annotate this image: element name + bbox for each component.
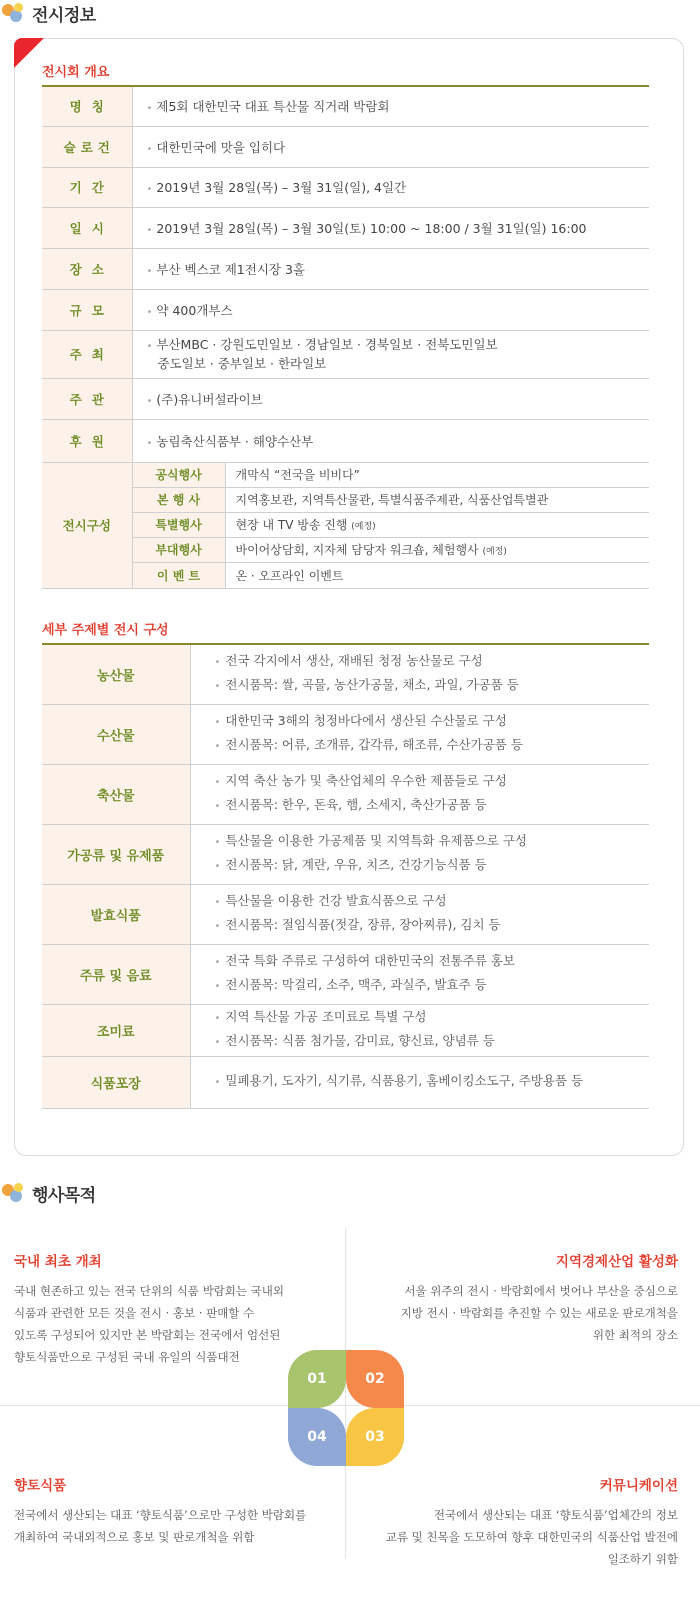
purpose-title: 커뮤니케이션 bbox=[599, 1478, 678, 1494]
purpose-line: 교류 및 친목을 도모하여 향후 대한민국의 식품산업 발전에 bbox=[385, 1530, 678, 1544]
corner-ribbon bbox=[14, 38, 44, 68]
purpose-line: 서울 위주의 전시 · 박람회에서 벗어나 부산을 중심으로 bbox=[404, 1284, 678, 1298]
row-value: • 부산MBC · 강원도민일보 · 경남일보 · 경북일보 · 전북도민일보 bbox=[147, 336, 650, 355]
table-row bbox=[42, 884, 649, 944]
section-header-exhibition-info bbox=[2, 0, 96, 26]
table-row bbox=[42, 1056, 649, 1108]
theme-items: • 전시품목: 한우, 돈육, 햄, 소세지, 축산가공품 등 bbox=[215, 794, 650, 818]
petal-04: 04 bbox=[288, 1408, 346, 1466]
composition-item-label: 공식행사 bbox=[132, 462, 225, 487]
theme-label: 주류 및 음료 bbox=[42, 944, 190, 1004]
theme-desc: • 지역 특산물 가공 조미료로 특별 구성 bbox=[215, 1006, 650, 1030]
row-label: 규모 bbox=[42, 289, 132, 330]
row-value: • 2019년 3월 28일(목) – 3월 30일(토) 10:00 ~ 18:00 / 3월 31일(일) 16:00 bbox=[147, 221, 587, 236]
purpose-line: 국내 현존하고 있는 전국 단위의 식품 박람회는 국내외 bbox=[14, 1284, 284, 1298]
composition-item-label: 본 행 사 bbox=[132, 487, 225, 512]
row-value-continued: 중도일보 · 중부일보 · 한라일보 bbox=[157, 356, 327, 371]
theme-label: 조미료 bbox=[42, 1004, 190, 1056]
row-value: • (주)유니버설라이브 bbox=[147, 392, 263, 407]
theme-label: 수산물 bbox=[42, 704, 190, 764]
composition-item-value: 바이어상담회, 지자체 담당자 워크숍, 체험행사 bbox=[235, 543, 479, 557]
composition-item-value: 온 · 오프라인 이벤트 bbox=[235, 568, 344, 583]
table-row bbox=[42, 764, 649, 824]
theme-desc: • 전국 특화 주류로 구성하여 대한민국의 전통주류 홍보 bbox=[215, 950, 650, 974]
table-row bbox=[42, 378, 649, 419]
table-row bbox=[42, 704, 649, 764]
row-value: • 약 400개부스 bbox=[147, 303, 233, 318]
table-row bbox=[42, 86, 649, 126]
purpose-line: 향토식품만으로 구성된 국내 유일의 식품대전 bbox=[14, 1350, 240, 1364]
table-row bbox=[42, 537, 649, 562]
table-row bbox=[42, 126, 649, 167]
petal-01: 01 bbox=[288, 1350, 346, 1408]
theme-desc: • 전국 각지에서 생산, 재배된 청정 농산물로 구성 bbox=[215, 650, 650, 674]
table-row bbox=[42, 824, 649, 884]
row-label: 주최 bbox=[42, 330, 132, 378]
theme-label: 가공류 및 유제품 bbox=[42, 824, 190, 884]
row-label: 장소 bbox=[42, 248, 132, 289]
theme-desc: • 밀폐용기, 도자기, 식기류, 식품용기, 홈베이킹소도구, 주방용품 등 bbox=[215, 1070, 650, 1094]
row-value: • 농림축산식품부 · 해양수산부 bbox=[147, 434, 314, 449]
theme-items: • 전시품목: 쌀, 곡물, 농산가공물, 채소, 과일, 가공품 등 bbox=[215, 674, 650, 698]
theme-label: 축산물 bbox=[42, 764, 190, 824]
composition-label: 전시구성 bbox=[42, 462, 132, 588]
purpose-block-01 bbox=[14, 1250, 314, 1368]
theme-items: • 전시품목: 막걸리, 소주, 맥주, 과실주, 발효주 등 bbox=[215, 974, 650, 998]
composition-item-label: 특별행사 bbox=[132, 512, 225, 537]
purpose-line: 전국에서 생산되는 대표 ‘향토식품’으로만 구성한 박람회를 bbox=[14, 1508, 307, 1522]
row-value: • 제5회 대한민국 대표 특산물 직거래 박람회 bbox=[147, 99, 390, 114]
theme-label: 발효식품 bbox=[42, 884, 190, 944]
row-label: 명칭 bbox=[42, 86, 132, 126]
purpose-line: 전국에서 생산되는 대표 ‘향토식품’업체간의 정보 bbox=[433, 1508, 678, 1522]
themes-table bbox=[42, 643, 649, 1109]
purpose-line: 위한 최적의 장소 bbox=[592, 1328, 678, 1342]
overview-title: 전시회 개요 bbox=[42, 65, 110, 80]
purpose-line: 지방 전시 · 박람회를 추진할 수 있는 새로운 판로개척을 bbox=[400, 1306, 678, 1320]
table-row bbox=[42, 207, 649, 248]
table-row bbox=[42, 248, 649, 289]
theme-desc: • 지역 축산 농가 및 축산업체의 우수한 제품들로 구성 bbox=[215, 770, 650, 794]
table-row bbox=[42, 512, 649, 537]
theme-desc: • 대한민국 3해의 청정바다에서 생산된 수산물로 구성 bbox=[215, 710, 650, 734]
theme-desc: • 특산물을 이용한 가공제품 및 지역특화 유제품으로 구성 bbox=[215, 830, 650, 854]
divider-horizontal bbox=[0, 1405, 700, 1406]
purpose-block-02 bbox=[378, 1250, 678, 1346]
theme-desc: • 특산물을 이용한 건강 발효식품으로 구성 bbox=[215, 890, 650, 914]
row-label: 슬로건 bbox=[42, 126, 132, 167]
dots-icon bbox=[2, 1182, 24, 1204]
section-title: 행사목적 bbox=[32, 1185, 96, 1206]
theme-label: 식품포장 bbox=[42, 1056, 190, 1108]
purpose-title: 국내 최초 개최 bbox=[14, 1254, 102, 1270]
table-row bbox=[42, 462, 649, 487]
table-row bbox=[42, 944, 649, 1004]
purpose-line: 개최하여 국내외적으로 홍보 및 판로개척을 위함 bbox=[14, 1530, 255, 1544]
theme-items: • 전시품목: 어류, 조개류, 갑각류, 해조류, 수산가공품 등 bbox=[215, 734, 650, 758]
overview-table bbox=[42, 85, 649, 589]
table-row bbox=[42, 167, 649, 207]
table-row bbox=[42, 419, 649, 462]
row-label: 기간 bbox=[42, 167, 132, 207]
purpose-line: 일조하기 위함 bbox=[607, 1552, 678, 1566]
table-row bbox=[42, 289, 649, 330]
composition-item-label: 이 벤 트 bbox=[132, 562, 225, 588]
row-value: • 부산 벡스코 제1전시장 3홀 bbox=[147, 262, 305, 277]
table-row bbox=[42, 487, 649, 512]
petal-03: 03 bbox=[346, 1408, 404, 1466]
divider-vertical bbox=[345, 1228, 346, 1558]
table-row bbox=[42, 562, 649, 588]
theme-items: • 전시품목: 식품 첨가물, 감미료, 향신료, 양념류 등 bbox=[215, 1030, 650, 1054]
row-value: • 대한민국에 맛을 입히다 bbox=[147, 140, 286, 155]
dots-icon bbox=[2, 2, 24, 24]
theme-label: 농산물 bbox=[42, 644, 190, 704]
purpose-block-03 bbox=[378, 1474, 678, 1570]
row-label: 일시 bbox=[42, 207, 132, 248]
composition-item-value: 개막식 “전국을 비비다” bbox=[235, 468, 360, 482]
table-row bbox=[42, 330, 649, 378]
composition-item-value: 지역홍보관, 지역특산물관, 특별식품주제관, 식품산업특별관 bbox=[235, 493, 549, 507]
section-title: 전시정보 bbox=[32, 5, 96, 26]
purpose-line: 식품과 관련한 모든 것을 전시 · 홍보 · 판매할 수 bbox=[14, 1306, 255, 1320]
theme-items: • 전시품목: 닭, 계란, 우유, 치즈, 건강기능식품 등 bbox=[215, 854, 650, 878]
purpose-block-04 bbox=[14, 1474, 314, 1548]
row-value: • 2019년 3월 28일(목) – 3월 31일(일), 4일간 bbox=[147, 180, 407, 195]
composition-item-label: 부대행사 bbox=[132, 537, 225, 562]
purpose-title: 지역경제산업 활성화 bbox=[555, 1254, 678, 1270]
row-label: 주관 bbox=[42, 378, 132, 419]
row-label: 후원 bbox=[42, 419, 132, 462]
composition-item-note: (예정) bbox=[351, 522, 376, 532]
themes-title: 세부 주제별 전시 구성 bbox=[42, 623, 169, 638]
theme-items: • 전시품목: 절임식품(젓갈, 장류, 장아찌류), 김치 등 bbox=[215, 914, 650, 938]
purpose-line: 있도록 구성되어 있지만 본 박람회는 전국에서 엄선된 bbox=[14, 1328, 281, 1342]
table-row bbox=[42, 1004, 649, 1056]
composition-item-note: (예정) bbox=[482, 547, 507, 557]
petal-02: 02 bbox=[346, 1350, 404, 1408]
table-row bbox=[42, 644, 649, 704]
composition-item-value: 현장 내 TV 방송 진행 bbox=[235, 518, 348, 532]
purpose-title: 향토식품 bbox=[14, 1478, 67, 1494]
section-header-purpose bbox=[2, 1180, 96, 1206]
